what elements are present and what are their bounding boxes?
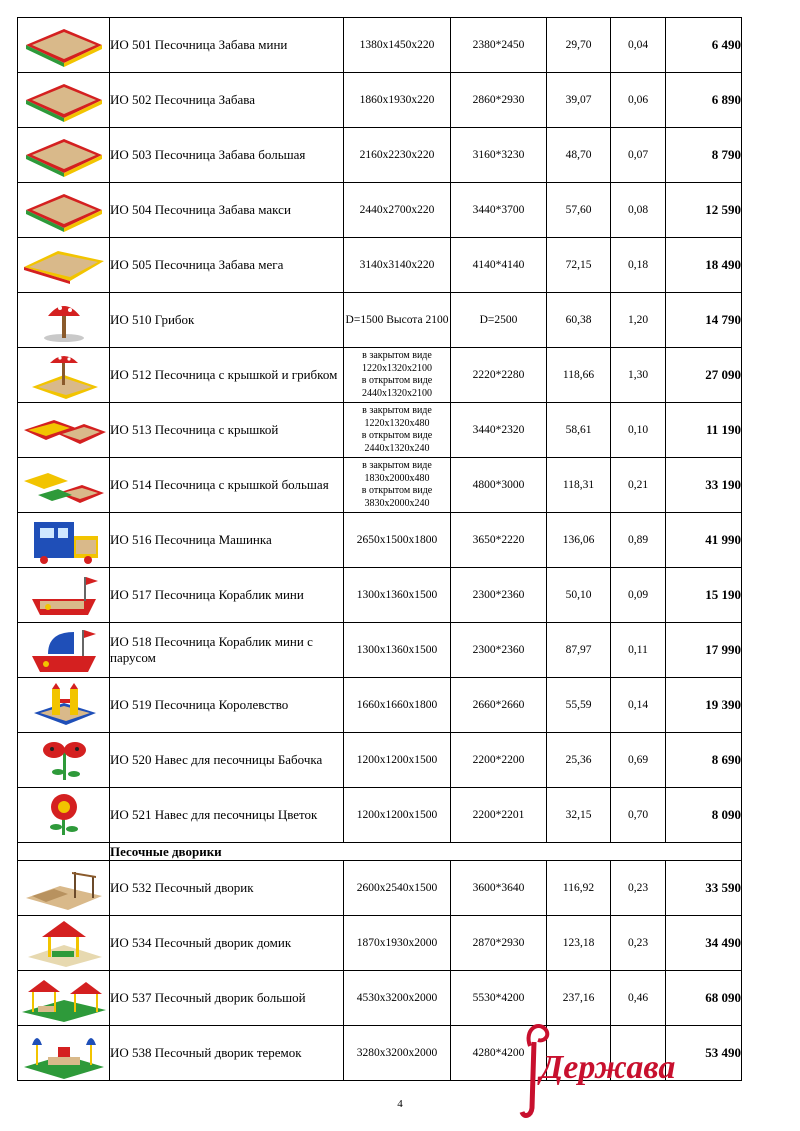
- dimension-line: 1300х1360х1500: [356, 589, 438, 601]
- table-row: [18, 458, 742, 513]
- car-sandbox-icon: [18, 513, 110, 568]
- butterfly-canopy-icon: [18, 733, 110, 788]
- product-price: 6 490: [666, 18, 742, 73]
- product-name: ИО 538 Песочный дворик теремок: [110, 1026, 344, 1081]
- sandbox-icon: [18, 183, 110, 238]
- product-volume: 0,04: [611, 18, 666, 73]
- product-dimensions: [344, 678, 451, 733]
- table-row: [18, 513, 742, 568]
- product-name: ИО 514 Песочница с крышкой большая: [110, 458, 344, 513]
- sandbox-icon: [18, 128, 110, 183]
- product-area: 2200*2200: [451, 733, 547, 788]
- table-row: [18, 128, 742, 183]
- product-price: 33 590: [666, 861, 742, 916]
- product-name: ИО 537 Песочный дворик большой: [110, 971, 344, 1026]
- product-area: D=2500: [451, 293, 547, 348]
- flower-canopy-icon: [18, 788, 110, 843]
- product-price: 6 890: [666, 73, 742, 128]
- product-volume: 0,07: [611, 128, 666, 183]
- table-row: [18, 678, 742, 733]
- product-dimensions: [344, 73, 451, 128]
- table-row: [18, 403, 742, 458]
- product-volume: 1,20: [611, 293, 666, 348]
- product-price: 12 590: [666, 183, 742, 238]
- courtyard-large-icon: [18, 971, 110, 1026]
- boat-sandbox-icon: [18, 568, 110, 623]
- product-weight: 25,36: [547, 733, 611, 788]
- product-dimensions: [344, 1026, 451, 1081]
- product-name: ИО 501 Песочница Забава мини: [110, 18, 344, 73]
- section-spacer: [18, 843, 110, 861]
- product-price: 33 190: [666, 458, 742, 513]
- dimension-line: 4530х3200х2000: [356, 992, 438, 1004]
- product-name: ИО 518 Песочница Кораблик мини с парусом: [110, 623, 344, 678]
- derzhava-logo: [516, 1016, 676, 1120]
- product-price: 68 090: [666, 971, 742, 1026]
- product-area: 3160*3230: [451, 128, 547, 183]
- product-price: 53 490: [666, 1026, 742, 1081]
- product-name: ИО 504 Песочница Забава макси: [110, 183, 344, 238]
- product-weight: 123,18: [547, 916, 611, 971]
- product-volume: 0,14: [611, 678, 666, 733]
- product-name: ИО 517 Песочница Кораблик мини: [110, 568, 344, 623]
- product-dimensions: [344, 293, 451, 348]
- product-dimensions: [344, 788, 451, 843]
- table-row: [18, 568, 742, 623]
- product-dimensions: [344, 623, 451, 678]
- product-volume: 0,09: [611, 568, 666, 623]
- sandbox-flat-icon: [18, 238, 110, 293]
- mushroom-icon: [18, 293, 110, 348]
- product-dimensions: [344, 348, 451, 403]
- dimension-line: в закрытом виде: [362, 405, 432, 416]
- product-price: 17 990: [666, 623, 742, 678]
- product-volume: 1,30: [611, 348, 666, 403]
- sandbox-icon: [18, 18, 110, 73]
- product-volume: 0,46: [611, 971, 666, 1026]
- dimension-line: 1870х1930х2000: [356, 937, 438, 949]
- courtyard-house-icon: [18, 916, 110, 971]
- table-row: [18, 18, 742, 73]
- product-area: 3440*2320: [451, 403, 547, 458]
- product-volume: 0,23: [611, 861, 666, 916]
- product-price: 41 990: [666, 513, 742, 568]
- product-name: ИО 521 Навес для песочницы Цветок: [110, 788, 344, 843]
- dimension-line: 1860х1930х220: [359, 94, 435, 106]
- sandbox-lid-large-icon: [18, 458, 110, 513]
- product-volume: 0,08: [611, 183, 666, 238]
- table-row: [18, 293, 742, 348]
- product-volume: 0,10: [611, 403, 666, 458]
- product-dimensions: [344, 238, 451, 293]
- dimension-line: в открытом виде: [361, 375, 433, 386]
- dimension-line: 2440х1320х2100: [362, 387, 432, 399]
- dimension-line: 2600х2540х1500: [356, 882, 438, 894]
- product-area: 3650*2220: [451, 513, 547, 568]
- product-name: ИО 532 Песочный дворик: [110, 861, 344, 916]
- product-weight: 118,31: [547, 458, 611, 513]
- sandbox-icon: [18, 73, 110, 128]
- product-dimensions: [344, 861, 451, 916]
- dimension-line: D=1500 Высота 2100: [345, 314, 449, 326]
- dimension-line: 1830х2000х480: [364, 472, 430, 484]
- product-name: ИО 503 Песочница Забава большая: [110, 128, 344, 183]
- product-area: 4280*4200: [451, 1026, 547, 1081]
- product-volume: 0,06: [611, 73, 666, 128]
- dimension-line: 2160х2230х220: [359, 149, 435, 161]
- product-dimensions: [344, 733, 451, 788]
- table-row: [18, 183, 742, 238]
- product-area: 3440*3700: [451, 183, 547, 238]
- product-dimensions: [344, 971, 451, 1026]
- product-weight: 60,38: [547, 293, 611, 348]
- product-volume: 0,70: [611, 788, 666, 843]
- section-title: Песочные дворики: [110, 843, 742, 861]
- page-number: 4: [397, 1098, 403, 1110]
- product-area: 2300*2360: [451, 568, 547, 623]
- product-area: 2200*2201: [451, 788, 547, 843]
- product-price: 27 090: [666, 348, 742, 403]
- product-area: 4140*4140: [451, 238, 547, 293]
- product-dimensions: [344, 18, 451, 73]
- product-volume: 0,69: [611, 733, 666, 788]
- product-weight: 48,70: [547, 128, 611, 183]
- product-weight: 87,97: [547, 623, 611, 678]
- product-area: 4800*3000: [451, 458, 547, 513]
- dimension-line: 1300х1360х1500: [356, 644, 438, 656]
- product-dimensions: [344, 513, 451, 568]
- product-name: ИО 513 Песочница с крышкой: [110, 403, 344, 458]
- product-weight: 50,10: [547, 568, 611, 623]
- product-volume: 0,23: [611, 916, 666, 971]
- courtyard-terem-icon: [18, 1026, 110, 1081]
- product-area: 2660*2660: [451, 678, 547, 733]
- product-name: ИО 519 Песочница Королевство: [110, 678, 344, 733]
- product-dimensions: [344, 568, 451, 623]
- dimension-line: 3830х2000х240: [364, 497, 430, 509]
- product-dimensions: [344, 458, 451, 513]
- section-header-row: [18, 843, 742, 861]
- product-weight: 237,16: [547, 971, 611, 1026]
- product-price: 8 690: [666, 733, 742, 788]
- product-weight: 116,92: [547, 861, 611, 916]
- product-dimensions: [344, 916, 451, 971]
- product-name: ИО 502 Песочница Забава: [110, 73, 344, 128]
- product-price: 11 190: [666, 403, 742, 458]
- product-price: 19 390: [666, 678, 742, 733]
- courtyard-icon: [18, 861, 110, 916]
- dimension-line: в закрытом виде: [362, 460, 432, 471]
- dimension-line: 1380х1450х220: [359, 39, 435, 51]
- dimension-line: 3140х3140х220: [359, 259, 435, 271]
- product-weight: 32,15: [547, 788, 611, 843]
- product-weight: 39,07: [547, 73, 611, 128]
- logo-text: Держава: [540, 1049, 676, 1086]
- castle-sandbox-icon: [18, 678, 110, 733]
- table-row: [18, 861, 742, 916]
- product-name: ИО 534 Песочный дворик домик: [110, 916, 344, 971]
- product-name: ИО 520 Навес для песочницы Бабочка: [110, 733, 344, 788]
- dimension-line: 1220х1320х2100: [362, 362, 432, 374]
- product-volume: 0,18: [611, 238, 666, 293]
- product-volume: 0,21: [611, 458, 666, 513]
- product-price: 8 090: [666, 788, 742, 843]
- table-row: [18, 348, 742, 403]
- product-name: ИО 505 Песочница Забава мега: [110, 238, 344, 293]
- dimension-line: в открытом виде: [361, 485, 433, 496]
- product-weight: 136,06: [547, 513, 611, 568]
- product-name: ИО 512 Песочница с крышкой и грибком: [110, 348, 344, 403]
- sandbox-mushroom-icon: [18, 348, 110, 403]
- product-weight: 58,61: [547, 403, 611, 458]
- dimension-line: 3280х3200х2000: [356, 1047, 438, 1059]
- dimension-line: 2440х2700х220: [359, 204, 435, 216]
- product-weight: 118,66: [547, 348, 611, 403]
- dimension-line: 1220х1320х480: [364, 417, 430, 429]
- product-weight: 57,60: [547, 183, 611, 238]
- table-row: [18, 733, 742, 788]
- dimension-line: 1200х1200х1500: [356, 754, 438, 766]
- dimension-line: в открытом виде: [361, 430, 433, 441]
- table-row: [18, 623, 742, 678]
- table-row: [18, 788, 742, 843]
- product-area: 5530*4200: [451, 971, 547, 1026]
- product-weight: 55,59: [547, 678, 611, 733]
- dimension-line: 2440х1320х240: [364, 442, 430, 454]
- product-volume: 0,89: [611, 513, 666, 568]
- product-area: 3600*3640: [451, 861, 547, 916]
- product-dimensions: [344, 128, 451, 183]
- table-row: [18, 238, 742, 293]
- product-dimensions: [344, 183, 451, 238]
- product-area: 2300*2360: [451, 623, 547, 678]
- dimension-line: 2650х1500х1800: [356, 534, 438, 546]
- product-price: 8 790: [666, 128, 742, 183]
- price-table: [17, 17, 742, 1081]
- product-price: 18 490: [666, 238, 742, 293]
- boat-sail-icon: [18, 623, 110, 678]
- dimension-line: 1660х1660х1800: [356, 699, 438, 711]
- product-price: 14 790: [666, 293, 742, 348]
- product-weight: 72,15: [547, 238, 611, 293]
- product-area: 2860*2930: [451, 73, 547, 128]
- dimension-line: в закрытом виде: [362, 350, 432, 361]
- sandbox-lid-icon: [18, 403, 110, 458]
- product-area: 2870*2930: [451, 916, 547, 971]
- product-area: 2220*2280: [451, 348, 547, 403]
- table-row: [18, 916, 742, 971]
- product-dimensions: [344, 403, 451, 458]
- product-volume: 0,11: [611, 623, 666, 678]
- product-price: 15 190: [666, 568, 742, 623]
- product-name: ИО 510 Грибок: [110, 293, 344, 348]
- dimension-line: 1200х1200х1500: [356, 809, 438, 821]
- product-name: ИО 516 Песочница Машинка: [110, 513, 344, 568]
- product-area: 2380*2450: [451, 18, 547, 73]
- product-price: 34 490: [666, 916, 742, 971]
- table-row: [18, 73, 742, 128]
- product-weight: 29,70: [547, 18, 611, 73]
